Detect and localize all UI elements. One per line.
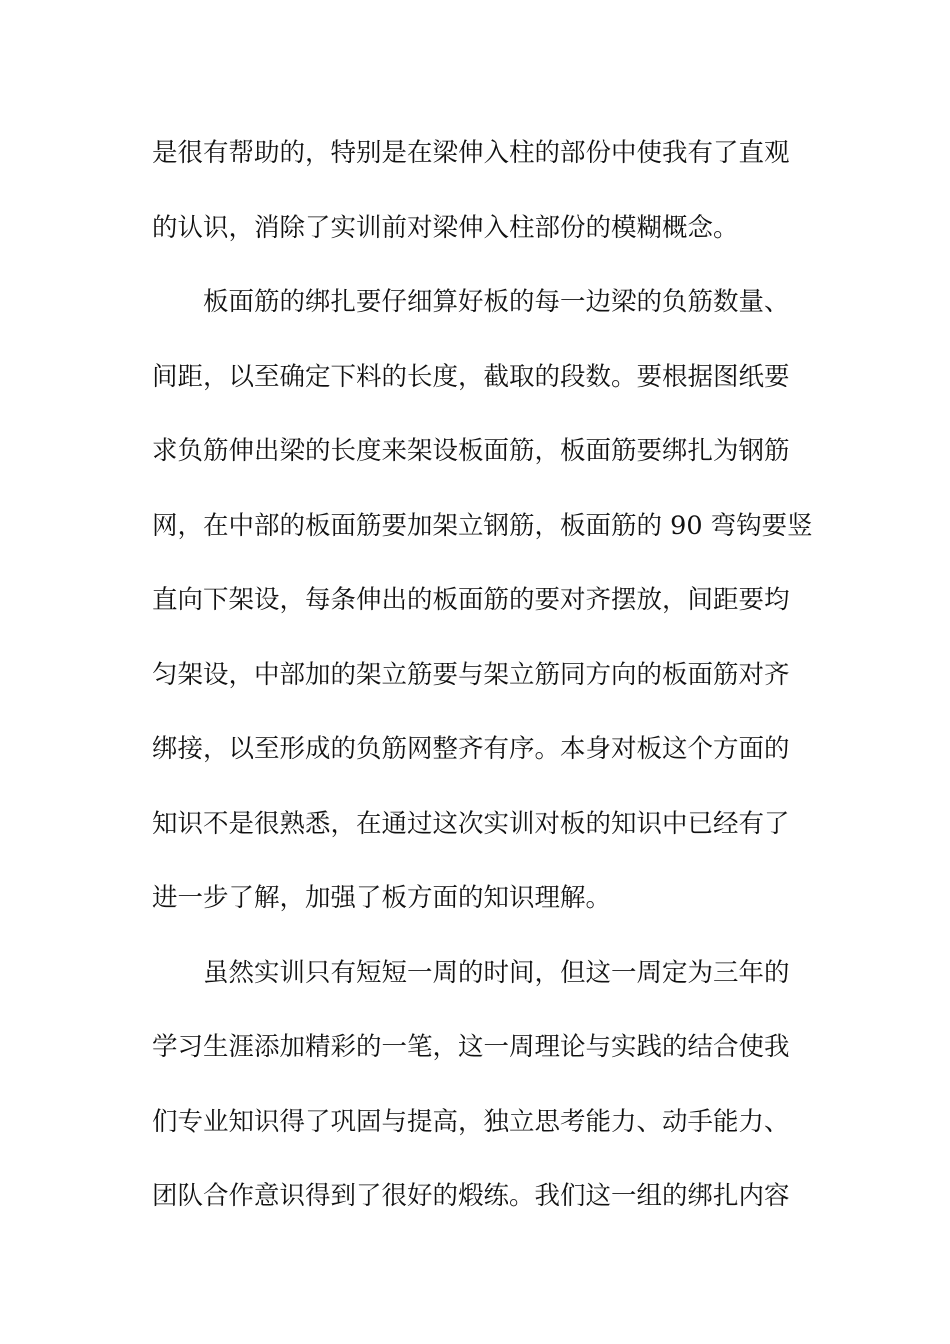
text-line: 进一步了解，加强了板方面的知识理解。 — [152, 883, 612, 913]
text-line: 求负筋伸出梁的长度来架设板面筋，板面筋要绑扎为钢筋 — [152, 436, 790, 466]
paragraph-start-line: 板面筋的绑扎要仔细算好板的每一边梁的负筋数量、 — [203, 287, 790, 317]
text-line: 绑接，以至形成的负筋网整齐有序。本身对板这个方面的 — [152, 734, 790, 764]
text-line: 们专业知识得了巩固与提高，独立思考能力、动手能力、 — [152, 1106, 790, 1137]
text-line: 网，在中部的板面筋要加架立钢筋，板面筋的 90 弯钩要竖 — [152, 510, 813, 541]
paragraph-start-line: 虽然实训只有短短一周的时间，但这一周定为三年的 — [203, 957, 790, 988]
text-line: 学习生涯添加精彩的一笔，这一周理论与实践的结合使我 — [152, 1032, 790, 1062]
text-line: 间距，以至确定下料的长度，截取的段数。要根据图纸要 — [152, 361, 790, 392]
text-line: 团队合作意识得到了很好的煅练。我们这一组的绑扎内容 — [152, 1181, 790, 1211]
text-line: 匀架设，中部加的架立筋要与架立筋同方向的板面筋对齐 — [152, 659, 790, 690]
text-line: 直向下架设，每条伸出的板面筋的要对齐摆放，间距要均 — [152, 585, 790, 615]
body-text — [152, 126, 812, 1244]
text-line: 是很有帮助的，特别是在梁伸入柱的部份中使我有了直观 — [152, 138, 790, 168]
text-line: 的认识，消除了实训前对梁伸入柱部份的模糊概念。 — [152, 212, 739, 243]
text-line: 知识不是很熟悉，在通过这次实训对板的知识中已经有了 — [152, 808, 790, 839]
